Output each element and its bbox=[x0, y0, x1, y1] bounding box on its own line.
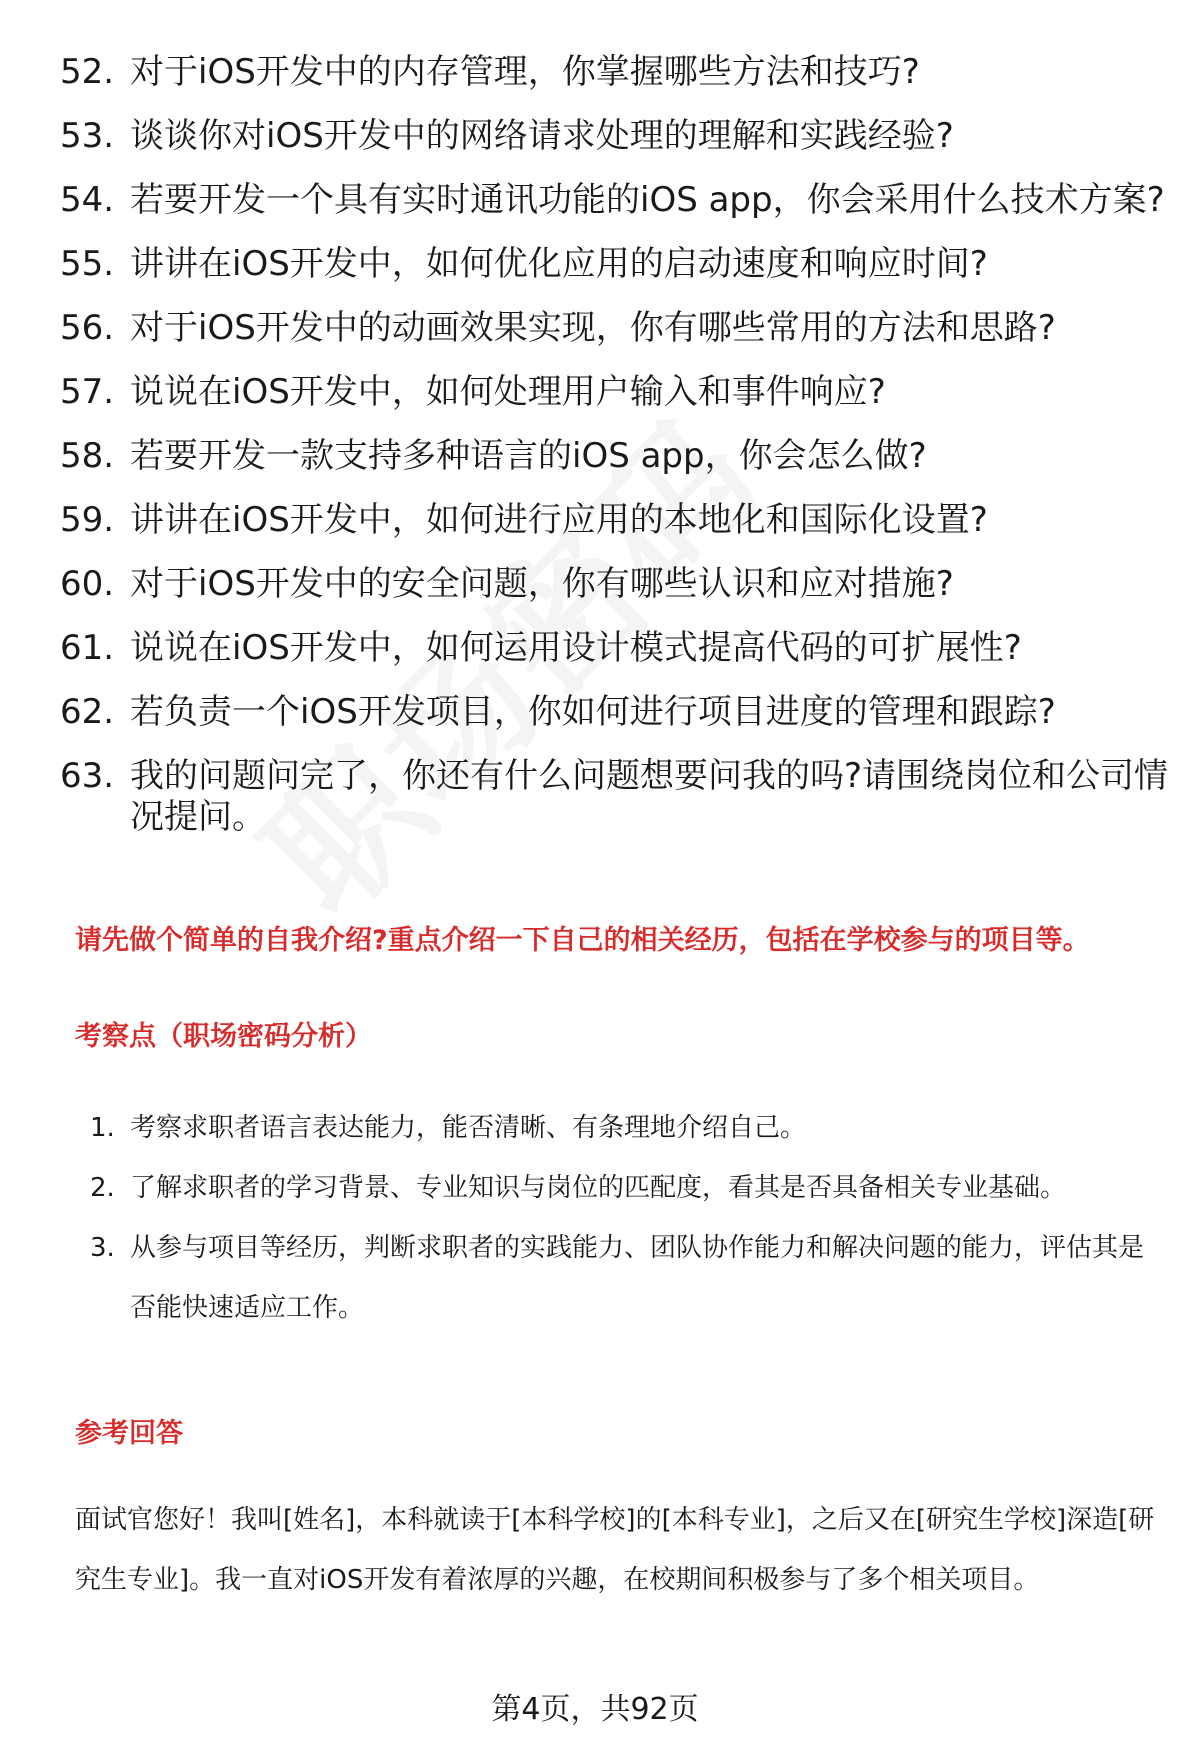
question-number: 59. bbox=[60, 500, 115, 540]
question-number: 61. bbox=[60, 628, 115, 668]
question-number: 53. bbox=[60, 116, 115, 156]
question-item bbox=[60, 180, 1175, 221]
point-number: 3. bbox=[90, 1233, 115, 1263]
question-item bbox=[60, 756, 1175, 838]
question-text: 对于iOS开发中的安全问题，你有哪些认识和应对措施? bbox=[130, 564, 954, 604]
page-footer: 第4页，共92页 bbox=[491, 1692, 699, 1727]
question-text: 说说在iOS开发中，如何处理用户输入和事件响应? bbox=[130, 372, 886, 412]
question-item bbox=[60, 308, 1175, 349]
point-item bbox=[90, 1158, 1160, 1218]
point-number: 2. bbox=[90, 1173, 115, 1203]
question-number: 55. bbox=[60, 244, 115, 284]
point-item bbox=[90, 1098, 1160, 1158]
point-item bbox=[90, 1218, 1160, 1338]
point-number: 1. bbox=[90, 1113, 115, 1143]
question-number: 63. bbox=[60, 756, 115, 796]
question-text: 若负责一个iOS开发项目，你如何进行项目进度的管理和跟踪? bbox=[130, 692, 1056, 732]
question-text: 讲讲在iOS开发中，如何进行应用的本地化和国际化设置? bbox=[130, 500, 988, 540]
question-text: 对于iOS开发中的内存管理，你掌握哪些方法和技巧? bbox=[130, 52, 920, 92]
question-item bbox=[60, 500, 1175, 541]
question-text: 我的问题问完了，你还有什么问题想要问我的吗?请围绕岗位和公司情况提问。 bbox=[130, 756, 1169, 837]
question-text: 讲讲在iOS开发中，如何优化应用的启动速度和响应时间? bbox=[130, 244, 988, 284]
answer-paragraph: 面试官您好！我叫[姓名]，本科就读于[本科学校]的[本科专业]，之后又在[研究生学校]深造[研究生专业]。我一直对iOS开发有着浓厚的兴趣，在校期间积极参与了多个相关项目。 bbox=[75, 1505, 1155, 1595]
question-item bbox=[60, 564, 1175, 605]
question-number: 52. bbox=[60, 52, 115, 92]
question-item bbox=[60, 628, 1175, 669]
question-item bbox=[60, 436, 1175, 477]
points-list bbox=[90, 1098, 1160, 1338]
question-text: 说说在iOS开发中，如何运用设计模式提高代码的可扩展性? bbox=[130, 628, 1022, 668]
question-number: 62. bbox=[60, 692, 115, 732]
point-text: 考察求职者语言表达能力，能否清晰、有条理地介绍自己。 bbox=[130, 1113, 807, 1143]
question-item bbox=[60, 692, 1175, 733]
question-text: 对于iOS开发中的动画效果实现，你有哪些常用的方法和思路? bbox=[130, 308, 1056, 348]
question-number: 57. bbox=[60, 372, 115, 412]
question-text: 谈谈你对iOS开发中的网络请求处理的理解和实践经验? bbox=[130, 116, 954, 156]
question-item bbox=[60, 244, 1175, 285]
question-number: 54. bbox=[60, 180, 115, 220]
question-number: 56. bbox=[60, 308, 115, 348]
question-number: 58. bbox=[60, 436, 115, 476]
question-item bbox=[60, 116, 1175, 157]
point-text: 从参与项目等经历，判断求职者的实践能力、团队协作能力和解决问题的能力，评估其是否能快速适应工作。 bbox=[130, 1233, 1145, 1323]
points-heading: 考察点（职场密码分析） bbox=[75, 1021, 372, 1052]
answer-heading: 参考回答 bbox=[75, 1418, 183, 1449]
question-number: 60. bbox=[60, 564, 115, 604]
question-item bbox=[60, 372, 1175, 413]
question-text: 若要开发一款支持多种语言的iOS app，你会怎么做? bbox=[130, 436, 927, 476]
point-text: 了解求职者的学习背景、专业知识与岗位的匹配度，看其是否具备相关专业基础。 bbox=[130, 1173, 1067, 1203]
question-item bbox=[60, 52, 1175, 93]
question-list bbox=[60, 52, 1175, 861]
intro-question-heading: 请先做个简单的自我介绍?重点介绍一下自己的相关经历，包括在学校参与的项目等。 bbox=[75, 925, 1090, 956]
question-text: 若要开发一个具有实时通讯功能的iOS app，你会采用什么技术方案? bbox=[130, 180, 1165, 220]
